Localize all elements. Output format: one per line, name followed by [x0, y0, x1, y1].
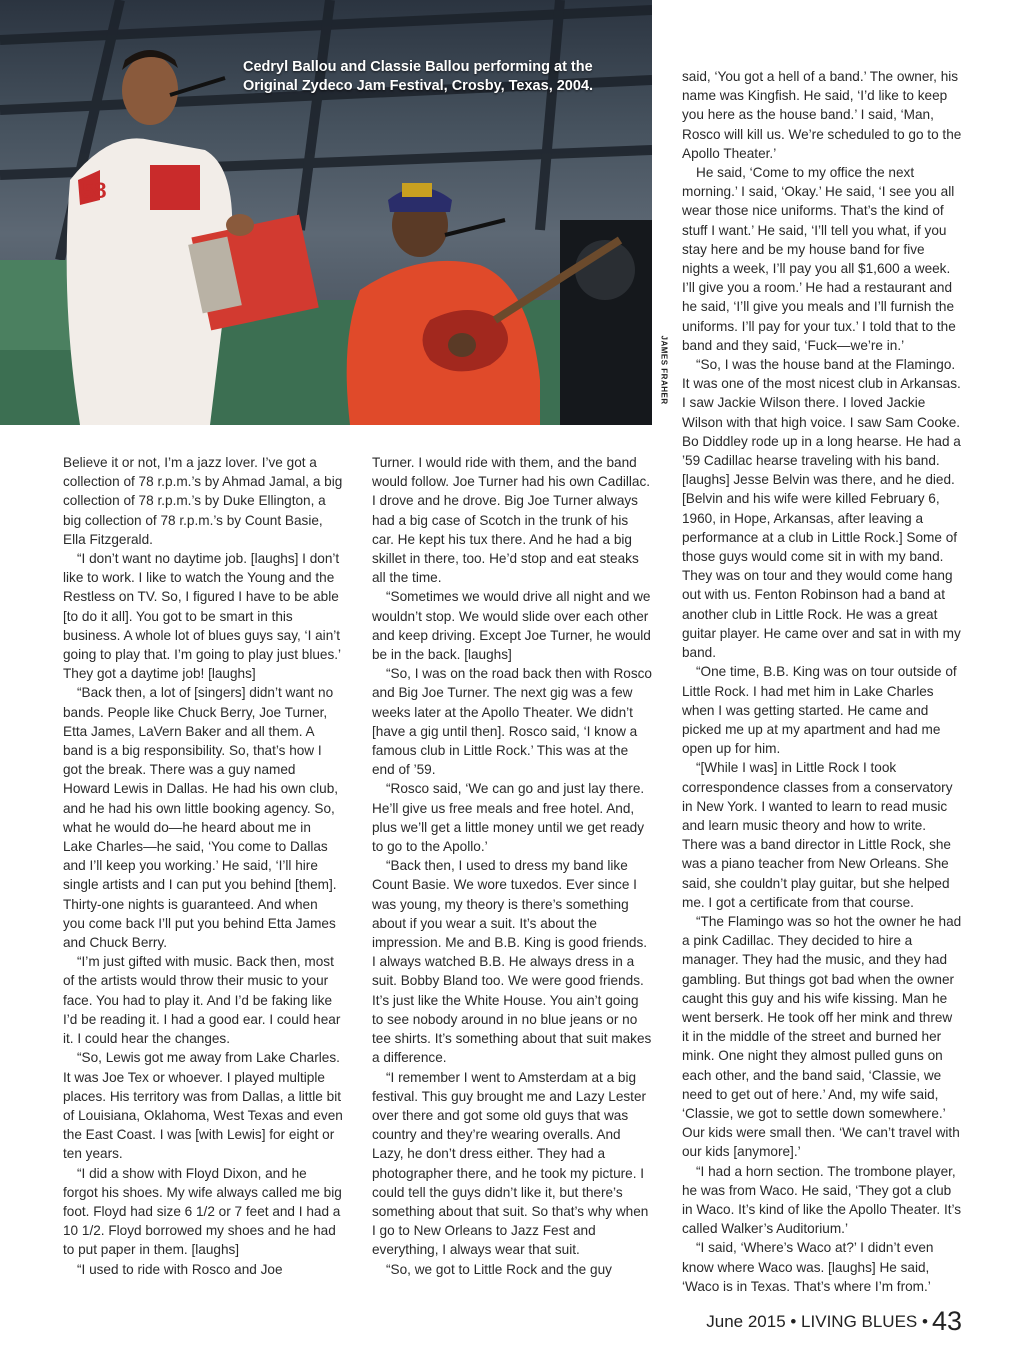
- photo-credit-text: JAMES FRAHER: [659, 335, 669, 405]
- paragraph: “I don’t want no daytime job. [laughs] I don’t like to work. I like to watch the Young and the Restless on TV. So, I figured I have to be able [to do it all]. You got to be smart in this business. A whole lot of blues guys say, ‘I ain’t going to play that. I’m going to play just blues.’ They got a daytime job! [laughs]: [63, 551, 341, 682]
- footer-text: June 2015 • LIVING BLUES •: [706, 1312, 928, 1331]
- paragraph: “So, I was on the road back then with Rosco and Big Joe Turner. The next gig was a few weeks later at the Apollo Theater. We didn’t [have a gig until then]. Rosco said, ‘I know a famous club in Little Rock.’ This was at the end of ’59.: [372, 666, 652, 778]
- text-column-1: [63, 453, 343, 1279]
- page-footer: [706, 1306, 962, 1337]
- article-photo: [0, 0, 652, 425]
- paragraph: “So, Lewis got me away from Lake Charles. It was Joe Tex or whoever. I played multiple places. His territory was from Dallas, a little bit of Louisiana, Oklahoma, West Texas and even the East Coast. I was [with Lewis] for eight or ten years.: [63, 1050, 343, 1162]
- paragraph: “I did a show with Floyd Dixon, and he forgot his shoes. My wife always called me big foot. Floyd had size 6 1/2 or 7 feet and I had a 10 1/2. Floyd borrowed my shoes and he had to put paper in them. [laughs]: [63, 1165, 342, 1258]
- paragraph: “So, we got to Little Rock and the guy: [386, 1261, 612, 1277]
- paragraph: said, ‘You got a hell of a band.’ The owner, his name was Kingfish. He said, ‘I’d like to keep you here as the house band.’ I said, ‘Man, Rosco will kill us. We’re scheduled to go to the Apollo Theater.’: [682, 69, 962, 161]
- paragraph: “[While I was] in Little Rock I took correspondence classes from a conservatory in New York. I wanted to learn to read music and learn music theory and how to write. There was a band director in Little Rock, she was a piano teacher from New Orleans. She said, she couldn’t play guitar, but she helped me. I got a certificate from that course.: [682, 760, 953, 910]
- page-number: 43: [931, 1306, 962, 1336]
- photo-credit: [656, 335, 670, 418]
- text-column-3: [682, 67, 962, 1296]
- paragraph: “Rosco said, ‘We can go and just lay there. He’ll give us free meals and free hotel. And, plus we’ll get a little money until we get ready to go to the Apollo.’: [372, 781, 645, 855]
- svg-text:58: 58: [82, 178, 107, 203]
- paragraph: Turner. I would ride with them, and the band would follow. Joe Turner had his own Cadillac. I drove and he drove. Big Joe Turner always had a big case of Scotch in the trunk of his car. He kept his tux there. And he had a big skillet in there, too. He’d stop and eat steaks all the time.: [372, 455, 651, 586]
- paragraph: “Sometimes we would drive all night and we wouldn’t stop. We would slide over each other and keep driving. Except Joe Turner, he would be in the back. [laughs]: [372, 589, 651, 663]
- paragraph: “I’m just gifted with music. Back then, most of the artists would throw their music to your face. You had to play it. And I’d be faking like I’d be reading it. I had a good ear. I could hear it. I could hear the changes.: [63, 954, 341, 1047]
- paragraph: He said, ‘Come to my office the next morning.’ I said, ‘Okay.’ He said, ‘I see you all wear those nice uniforms. That’s the kind of stuff I want.’ He said, ‘I’ll tell you what, if you stay here and be my house band for five nights a week, I’ll pay you all $1,600 a week. I’ll give you a room.’ He had a restaurant and he said, ‘I’ll give you meals and I’ll furnish the uniforms. I’ll pay for your tux.’ I told that to the band and they said, ‘Fuck—we’re in.’: [682, 165, 956, 353]
- paragraph: “I said, ‘Where’s Waco at?’ I didn’t even know where Waco was. [laughs] He said, ‘Waco is in Texas. That’s where I’m from.’: [682, 1240, 934, 1294]
- paragraph: “I used to ride with Rosco and Joe: [77, 1261, 283, 1277]
- paragraph: “I had a horn section. The trombone player, he was from Waco. He said, ‘They got a club in Waco. It’s kind of like the Apollo Theater. It’s called Walker’s Auditorium.’: [682, 1163, 962, 1237]
- paragraph: “The Flamingo was so hot the owner he had a pink Cadillac. They decided to hire a manager. They had the music, and they had gambling. But things got bad when the owner caught this guy and his wife kissing. Man he went berserk. He took off her mink and threw it in the middle of the street and burned her mink. One night they almost pulled guns on each other, and the band said, ‘Classie, we need to get out of here.’ And, my wife said, ‘Classie, we got to settle down somewhere.’ Our kids were small then. ‘We can’t travel with our kids [anymore].’: [682, 913, 962, 1160]
- paragraph: “So, I was the house band at the Flamingo. It was one of the most nicest club in Arkansas. I saw Jackie Wilson there. I loved Jackie Wilson with that high voice. I saw Sam Cooke. Bo Diddley rode up in a long hearse. He had a ’59 Cadillac hearse traveling with his band. [laughs] Jesse Belvin was there, and he died. [Belvin and his wife were killed February 6, 1960, in Hope, Arkansas, after leaving a performance at a club in Little Rock.] Some of those guys would come sit in with my band. They was on tour and they would come hang out with us. Fenton Robinson had a band at another club in Little Rock. He was a great guitar player. He came over and sat in with my band.: [682, 357, 961, 661]
- text-column-2: [372, 453, 652, 1279]
- paragraph: Believe it or not, I’m a jazz lover. I’ve got a collection of 78 r.p.m.’s by Ahmad Jamal, a big collection of 78 r.p.m.’s by Duke Ellington, a big collection of 78 r.p.m.’s by Count Basie, Ella Fitzgerald.: [63, 455, 343, 547]
- photo-caption: Cedryl Ballou and Classie Ballou performing at the Original Zydeco Jam Festival, Crosby, Texas, 2004.: [243, 59, 594, 94]
- paragraph: “Back then, a lot of [singers] didn’t want no bands. People like Chuck Berry, Joe Turner, Etta James, LaVern Baker and all them. A band is a big responsibility. So, that’s how I got the break. There was a guy named Howard Lewis in Dallas. He had his own club, and he had his own little booking agency. So, what he would do—he heard about me in Lake Charles—he said, ‘You come to Dallas and I’ll keep you working.’ He said, ‘I’ll hire single artists and I can put you behind [them]. Thirty-one nights is guaranteed. And when you come back I’ll put you behind Etta James and Chuck Berry.: [63, 685, 339, 951]
- paragraph: “One time, B.B. King was on tour outside of Little Rock. I had met him in Lake Charles when I was getting started. He came and picked me up at my apartment and had me open up for him.: [682, 664, 957, 757]
- paragraph: “I remember I went to Amsterdam at a big festival. This guy brought me and Lazy Lester over there and got some old guys that was country and they’re wearing overalls. And Lazy, he don’t dress either. They had a photographer there, and he took my picture. I could tell the guys didn’t like it, but there’s something about that suit. So that’s why when I go to New Orleans to Jazz Fest and everything, I always wear that suit.: [372, 1069, 649, 1258]
- paragraph: “Back then, I used to dress my band like Count Basie. We wore tuxedos. Ever since I was young, my theory is there’s something about if you wear a suit. It’s about the impression. Me and B.B. King is good friends. I always watched B.B. He always dress in a suit. Bobby Bland too. We were good friends. It’s just like the White House. You ain’t going to see nobody around in no blue jeans or no tee shirts. It’s something about that suit makes a difference.: [372, 858, 652, 1066]
